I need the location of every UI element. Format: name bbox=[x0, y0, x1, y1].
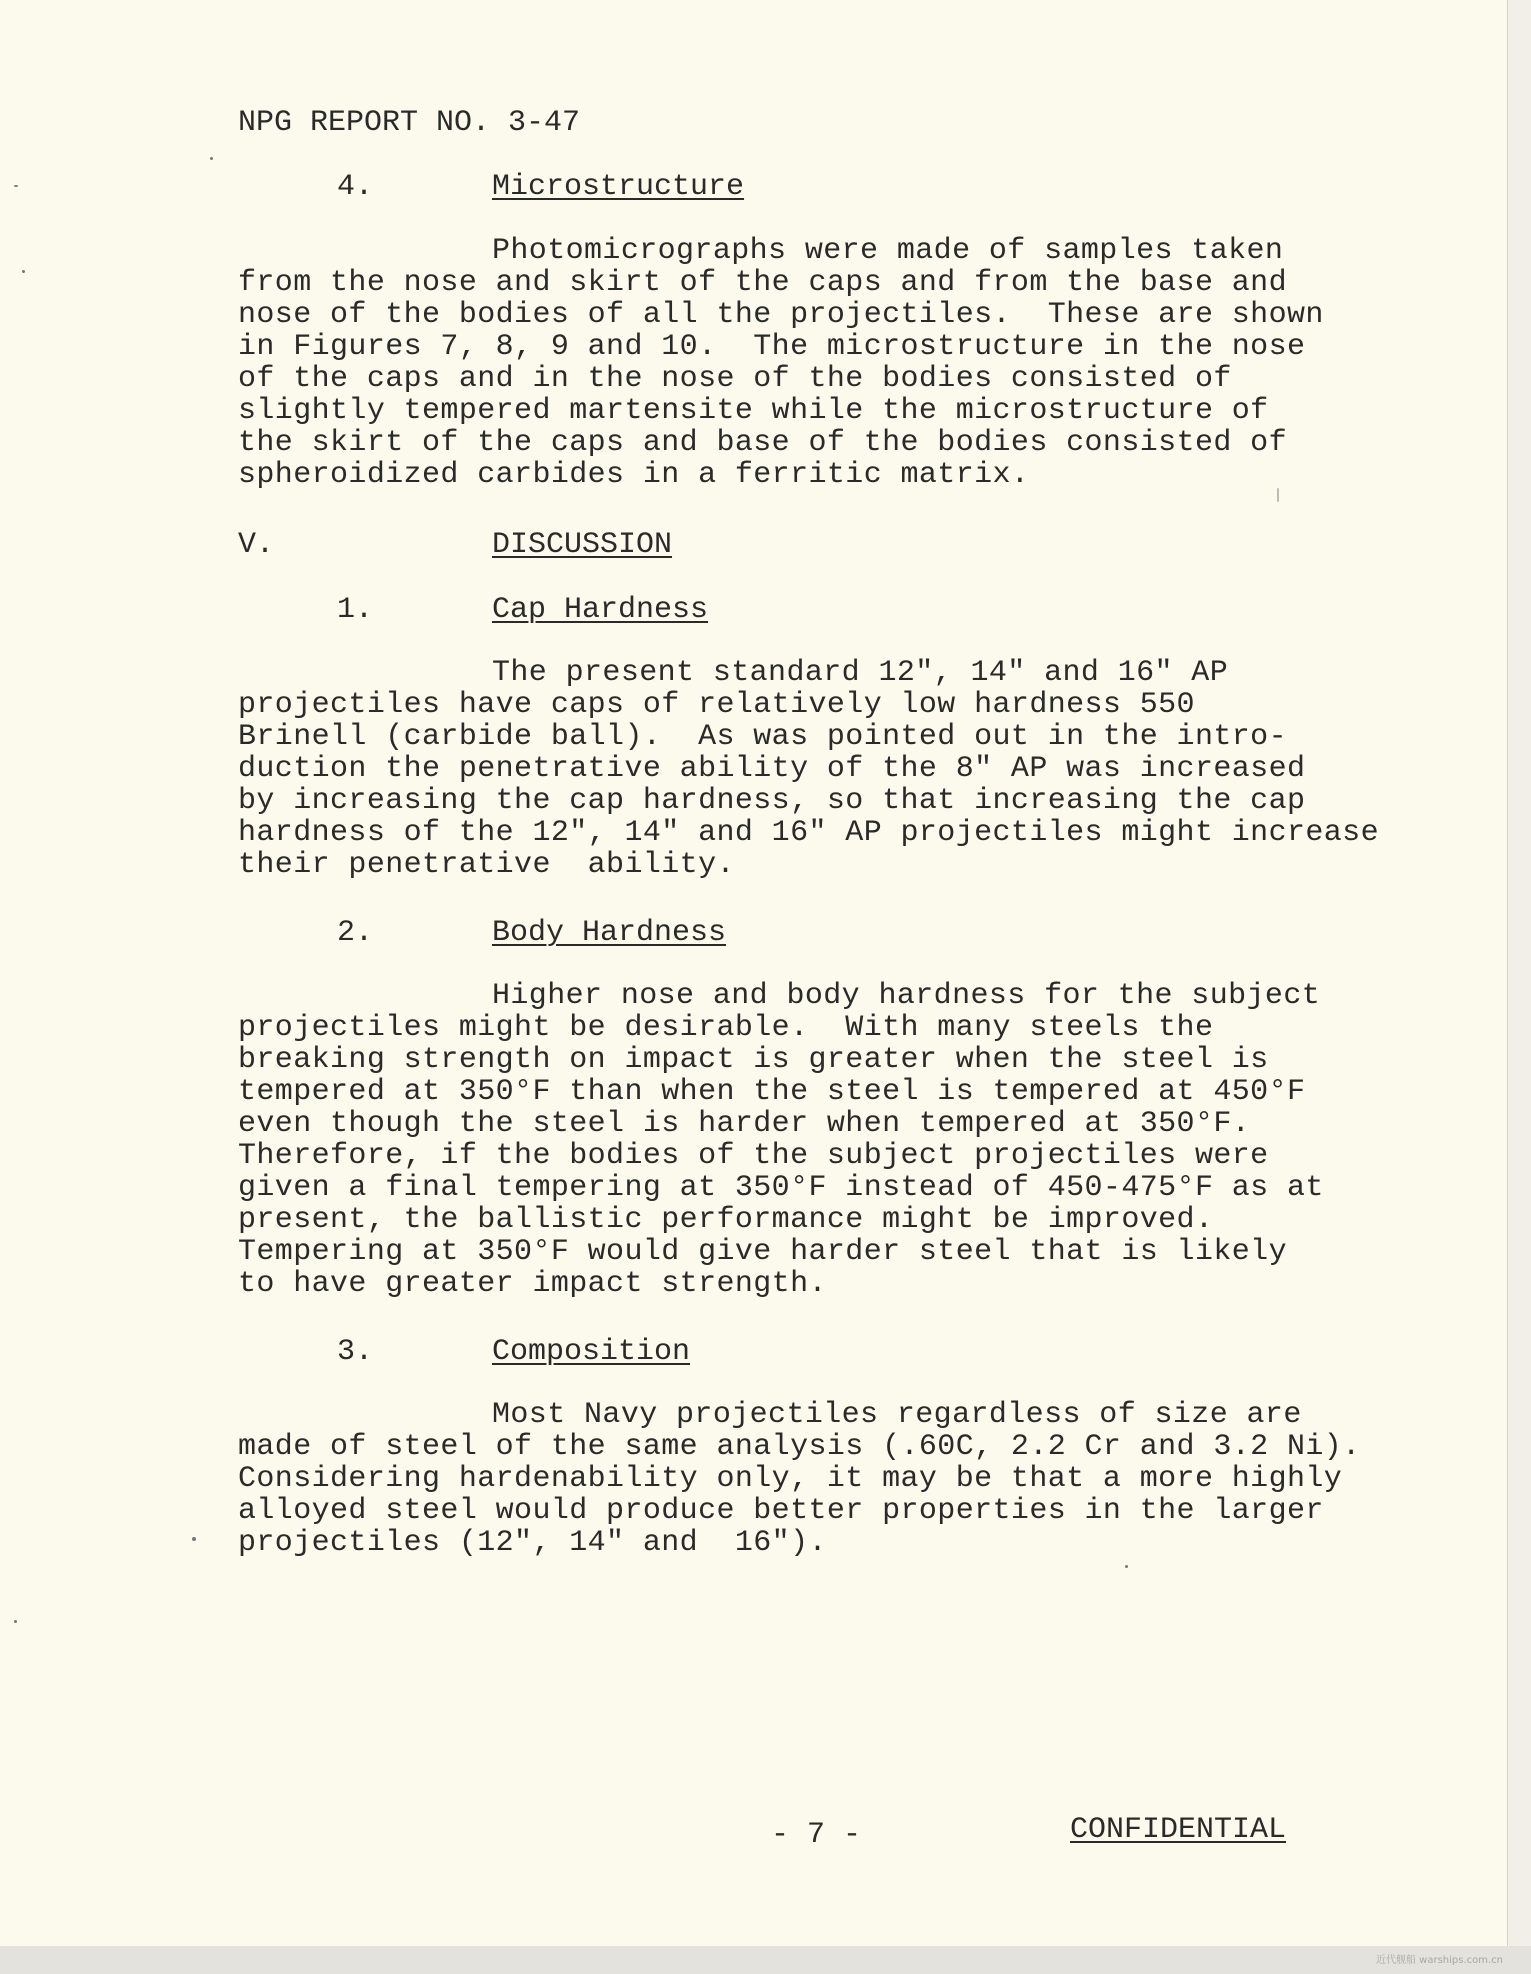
cap-hardness-line-3: Brinell (carbide ball). As was pointed out in the intro- bbox=[238, 720, 1287, 754]
composition-line-3: Considering hardenability only, it may be that a more highly bbox=[238, 1462, 1343, 1496]
scan-speck bbox=[1277, 488, 1279, 502]
section-number-microstructure: 4. bbox=[337, 170, 374, 204]
heading-cap-hardness: Cap Hardness bbox=[492, 593, 709, 627]
body-hardness-line-3: breaking strength on impact is greater when the steel is bbox=[238, 1043, 1269, 1077]
scan-edge bbox=[1507, 0, 1531, 1974]
heading-composition: Composition bbox=[492, 1335, 691, 1369]
section-number-cap-hardness: 1. bbox=[337, 593, 374, 627]
microstructure-line-8: spheroidized carbides in a ferritic matrix. bbox=[238, 458, 1030, 492]
microstructure-line-5: of the caps and in the nose of the bodies consisted of bbox=[238, 362, 1232, 396]
scan-speck bbox=[192, 1537, 196, 1541]
scan-speck bbox=[14, 185, 18, 187]
heading-microstructure: Microstructure bbox=[492, 170, 745, 204]
body-hardness-line-2: projectiles might be desirable. With many steels the bbox=[238, 1011, 1214, 1045]
body-hardness-line-4: tempered at 350°F than when the steel is tempered at 450°F bbox=[238, 1075, 1306, 1109]
cap-hardness-line-1: The present standard 12", 14" and 16" AP bbox=[492, 656, 1229, 690]
body-hardness-line-8: present, the ballistic performance might be improved. bbox=[238, 1203, 1214, 1237]
body-hardness-line-6: Therefore, if the bodies of the subject projectiles were bbox=[238, 1139, 1269, 1173]
scan-bottom-edge bbox=[0, 1946, 1531, 1974]
cap-hardness-line-7: their penetrative ability. bbox=[238, 848, 735, 882]
scan-speck bbox=[14, 1620, 17, 1623]
composition-line-1: Most Navy projectiles regardless of size are bbox=[492, 1398, 1302, 1432]
cap-hardness-line-4: duction the penetrative ability of the 8" AP was increased bbox=[238, 752, 1306, 786]
composition-line-4: alloyed steel would produce better properties in the larger bbox=[238, 1494, 1324, 1528]
section-number-body-hardness: 2. bbox=[337, 916, 374, 950]
report-number: NPG REPORT NO. 3-47 bbox=[238, 106, 581, 140]
body-hardness-line-10: to have greater impact strength. bbox=[238, 1267, 827, 1301]
discussion-numeral: V. bbox=[238, 528, 275, 562]
scan-speck bbox=[210, 157, 213, 160]
microstructure-line-3: nose of the bodies of all the projectiles. These are shown bbox=[238, 298, 1324, 332]
body-hardness-line-1: Higher nose and body hardness for the subject bbox=[492, 979, 1321, 1013]
microstructure-line-1: Photomicrographs were made of samples taken bbox=[492, 234, 1284, 268]
confidential-stamp: CONFIDENTIAL bbox=[1070, 1813, 1287, 1847]
scan-speck bbox=[22, 270, 25, 273]
composition-line-2: made of steel of the same analysis (.60C, 2.2 Cr and 3.2 Ni). bbox=[238, 1430, 1361, 1464]
microstructure-line-4: in Figures 7, 8, 9 and 10. The microstructure in the nose bbox=[238, 330, 1306, 364]
page-number: - 7 - bbox=[771, 1818, 862, 1852]
microstructure-line-2: from the nose and skirt of the caps and from the base and bbox=[238, 266, 1287, 300]
cap-hardness-line-5: by increasing the cap hardness, so that increasing the cap bbox=[238, 784, 1306, 818]
composition-line-5: projectiles (12", 14" and 16"). bbox=[238, 1526, 827, 1560]
body-hardness-line-5: even though the steel is harder when tempered at 350°F. bbox=[238, 1107, 1251, 1141]
heading-discussion: DISCUSSION bbox=[492, 528, 673, 562]
scan-speck bbox=[1125, 1565, 1128, 1568]
watermark-text: 近代舰船 warships.com.cn bbox=[1375, 1955, 1503, 1966]
heading-body-hardness: Body Hardness bbox=[492, 916, 727, 950]
microstructure-line-6: slightly tempered martensite while the microstructure of bbox=[238, 394, 1269, 428]
body-hardness-line-7: given a final tempering at 350°F instead of 450-475°F as at bbox=[238, 1171, 1324, 1205]
cap-hardness-line-6: hardness of the 12", 14" and 16" AP projectiles might increase bbox=[238, 816, 1379, 850]
section-number-composition: 3. bbox=[337, 1335, 374, 1369]
microstructure-line-7: the skirt of the caps and base of the bodies consisted of bbox=[238, 426, 1287, 460]
body-hardness-line-9: Tempering at 350°F would give harder steel that is likely bbox=[238, 1235, 1287, 1269]
cap-hardness-line-2: projectiles have caps of relatively low hardness 550 bbox=[238, 688, 1195, 722]
